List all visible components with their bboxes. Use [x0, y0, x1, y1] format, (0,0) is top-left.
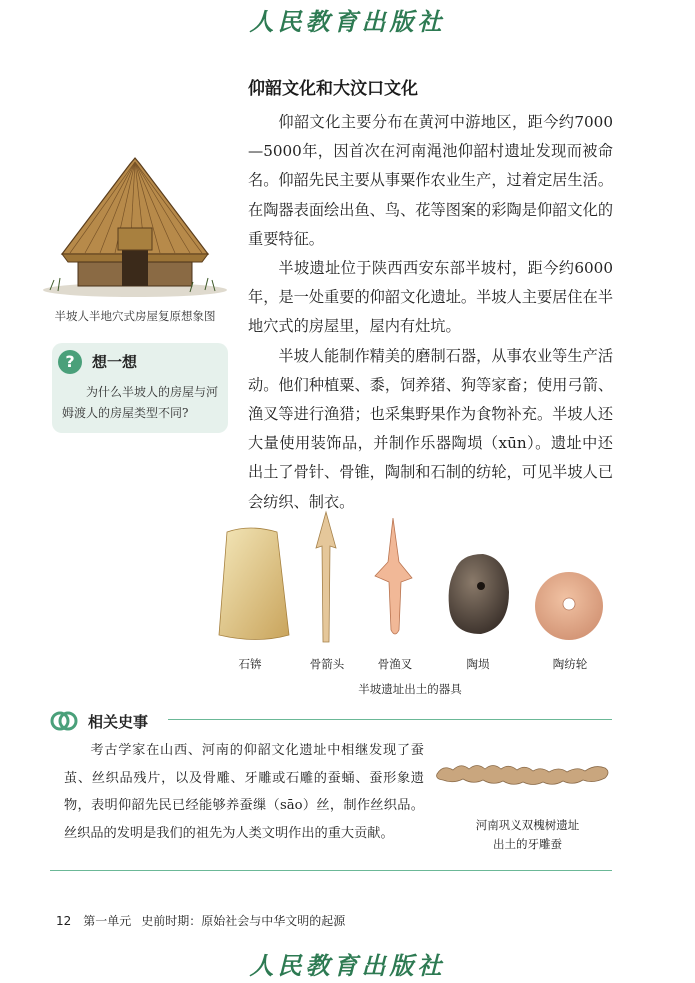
artifact-label-xun: 陶埙	[466, 657, 490, 671]
page-number: 12	[56, 914, 72, 928]
related-history-text: 考古学家在山西、河南的仰韶文化遗址中相继发现了蚕茧、丝织品残片，以及骨雕、牙雕或石雕的蚕蛹、蚕形象遗物，表明仰韶先民已经能够养蚕缫（sāo）丝，制作丝织品。丝织品的发明是我们的祖先为人类文明作出的重大贡献。	[64, 743, 424, 841]
ivory-silkworm-photo	[433, 752, 613, 792]
artifact-label-arrowhead: 骨箭头	[309, 657, 345, 671]
pottery-xun	[449, 554, 509, 634]
page-footer	[56, 912, 345, 929]
silkworm-caption-line2: 出土的牙雕蚕	[493, 837, 562, 851]
section-title: 仰韶文化和大汶口文化	[248, 79, 418, 99]
publisher-header: 人民教育出版社	[249, 7, 446, 36]
question-icon: ?	[58, 350, 82, 374]
bone-arrowhead	[316, 512, 336, 642]
silkworm-caption-line1: 河南巩义双槐树遗址	[475, 818, 580, 832]
paragraph-banpo-site: 半坡遗址位于陕西西安东部半坡村，距今约6000年，是一处重要的仰韶文化遗址。半坡人主要居住在半地穴式的房屋里，屋内有灶坑。	[248, 259, 613, 336]
artifacts-caption: 半坡遗址出土的器具	[358, 682, 462, 696]
paragraph-banpo-life: 半坡人能制作精美的磨制石器，从事农业等生产活动。他们种植粟、黍，饲养猪、狗等家畜；使用弓箭、渔叉等进行渔猎；也采集野果作为食物补充。半坡人还大量使用装饰品，并制作乐器陶埙（xūn）。遗址中还出土了骨针、骨锥，陶制和石制的纺轮，可见半坡人已会纺织、制衣。	[248, 346, 613, 511]
related-history-title: 相关史事	[88, 713, 149, 731]
artifacts-photos	[205, 510, 625, 650]
bone-harpoon	[375, 518, 412, 634]
paragraph-yangshao: 仰韶文化主要分布在黄河中游地区，距今约7000—5000年，因首次在河南渑池仰韶村遗址发现而被命名。仰韶先民主要从事粟作农业生产，过着定居生活。在陶器表面绘出鱼、鸟、花等图案的彩陶是仰韶文化的重要特征。	[248, 113, 613, 248]
publisher-footer: 人民教育出版社	[249, 951, 446, 980]
stone-adze	[219, 528, 289, 640]
silkworm-caption	[455, 816, 600, 854]
related-history-icon	[50, 708, 78, 734]
divider-top	[168, 719, 612, 720]
artifact-label-whorl: 陶纺轮	[552, 657, 588, 671]
divider-bottom	[50, 870, 612, 871]
footer-title: 史前时期：原始社会与中华文明的起源	[141, 914, 346, 928]
hut-caption: 半坡人半地穴式房屋复原想象图	[54, 309, 216, 323]
footer-unit: 第一单元	[83, 914, 132, 928]
artifact-label-harpoon: 骨渔叉	[377, 657, 413, 671]
main-text	[248, 108, 613, 517]
think-title: 想一想	[92, 353, 138, 371]
hut-illustration	[40, 150, 230, 300]
artifact-label-adze: 石锛	[238, 657, 262, 671]
think-question: 为什么半坡人的房屋与河姆渡人的房屋类型不同?	[62, 385, 219, 420]
